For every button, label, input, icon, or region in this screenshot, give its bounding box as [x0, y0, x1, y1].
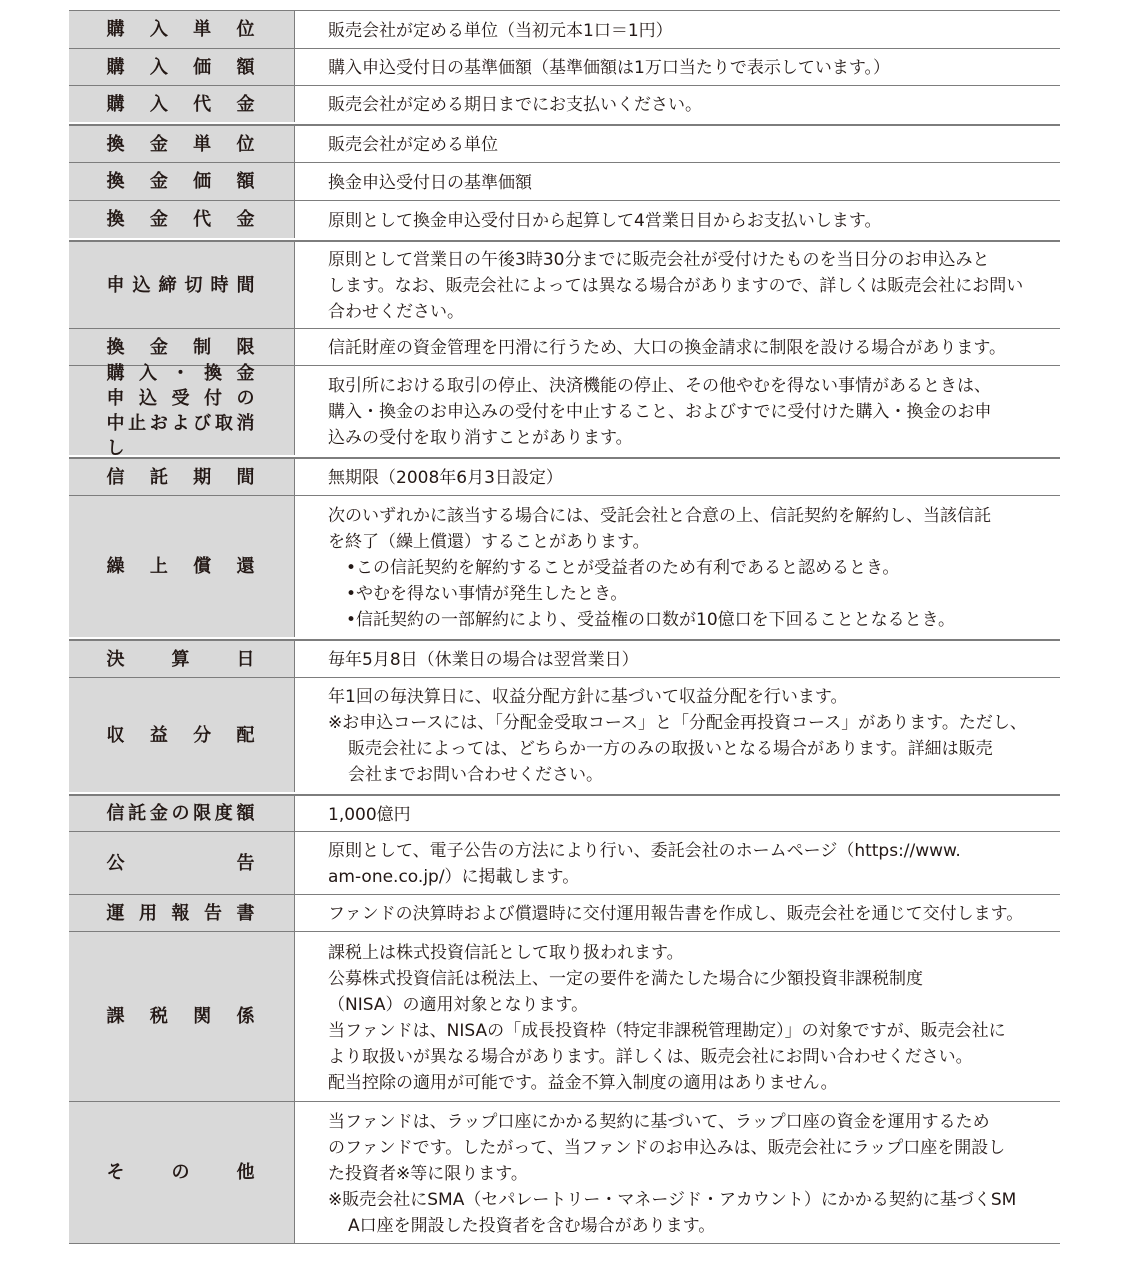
- table-row: [69, 124, 1060, 162]
- row-label: 換 金 単 位: [69, 126, 295, 162]
- row-label: 信 託 期 間: [69, 459, 295, 495]
- row-label: 換 金 制 限: [69, 329, 295, 365]
- row-value: ファンドの決算時および償還時に交付運用報告書を作成し、販売会社を通じて交付します。: [328, 904, 1024, 924]
- row-value: 信託財産の資金管理を円滑に行うため、大口の換金請求に制限を設ける場合があります。: [328, 338, 1006, 358]
- row-value: 原則として営業日の午後3時30分までに販売会社が受付けたものを当日分のお申込みと します。なお、販売会社によっては異なる場合がありますので、詳しくは販売会社にお問い 合わせください。: [328, 250, 1024, 322]
- row-label: 決 算 日: [69, 641, 295, 677]
- row-label: 購 入 代 金: [69, 86, 295, 122]
- row-value: 販売会社が定める単位（当初元本1口＝1円）: [328, 20, 673, 41]
- row-label: 申 込 締 切 時 間: [69, 242, 295, 328]
- table-row: [69, 457, 1060, 495]
- row-value: 換金申込受付日の基準価額: [328, 172, 532, 193]
- row-value: 次のいずれかに該当する場合には、受託会社と合意の上、信託契約を解約し、当該信託 を終了（繰上償還）することがあります。 •この信託契約を解約することが受益者のため有利であると認めるとき。 •やむを得ない事情が発生したとき。 •信託契約の一部解約により、受益権の口数が10億口を下回ることとなるとき。: [295, 496, 1060, 637]
- row-value: 1,000億円: [328, 804, 411, 825]
- row-value: 当ファンドは、ラップ口座にかかる契約に基づいて、ラップ口座の資金を運用するため のファンドです。したがって、当ファンドのお申込みは、販売会社にラップ口座を開設し た投資者※等に限ります。 ※販売会社にSMA（セパレートリー・マネージド・アカウント）にかかる契約に基づくSM A口座を開設した投資者を含む場合があります。: [328, 1111, 1017, 1236]
- row-label: 信 託 金 の 限 度 額: [69, 796, 295, 831]
- list-item: •この信託契約を解約することが受益者のため有利であると認めるとき。: [346, 557, 900, 578]
- row-label: 購 入 価 額: [69, 49, 295, 85]
- fund-info-table: [69, 10, 1060, 1244]
- row-value: 無期限（2008年6月3日設定）: [328, 468, 563, 488]
- row-value: 取引所における取引の停止、決済機能の停止、その他やむを得ない事情があるときは、 購入・換金のお申込みの受付を中止すること、およびすでに受付けた購入・換金のお申 込みの受付を取り消すことがあります。: [328, 375, 992, 448]
- row-value: 原則として換金申込受付日から起算して4営業日目からお支払いします。: [328, 210, 882, 231]
- table-row: [69, 48, 1060, 85]
- row-value: 原則として、電子公告の方法により行い、委託会社のホームページ（https://www. am-one.co.jp/）に掲載します。: [328, 841, 961, 887]
- row-value: 販売会社が定める期日までにお支払いください。: [328, 95, 702, 115]
- table-row: [69, 362, 1060, 459]
- list-item: •信託契約の一部解約により、受益権の口数が10億口を下回ることとなるとき。: [346, 609, 955, 630]
- row-label: 購 入 ・ 換 金 申 込 受 付 の 中止および取消し: [69, 366, 295, 455]
- table-row: [69, 162, 1060, 200]
- row-label: 購 入 単 位: [69, 11, 295, 48]
- row-label: そ の 他: [69, 1102, 295, 1243]
- table-row: [69, 831, 1060, 894]
- row-label: 公 告: [69, 832, 295, 894]
- list-item: •やむを得ない事情が発生したとき。: [346, 583, 628, 604]
- table-row: [69, 677, 1060, 792]
- row-value: 年1回の毎決算日に、収益分配方針に基づいて収益分配を行います。 ※お申込コースには、「分配金受取コース」と「分配金再投資コース」があります。ただし、 販売会社によっては、どちらか一方のみの取扱いとなる場合があります。詳細は販売 会社までお問い合わせください。: [328, 687, 1027, 785]
- row-value: 販売会社が定める単位: [328, 135, 498, 155]
- row-label: 換 金 価 額: [69, 163, 295, 200]
- row-label: 繰 上 償 還: [69, 496, 295, 637]
- table-row: [69, 200, 1060, 238]
- table-row: [69, 85, 1060, 122]
- table-row: [69, 1101, 1060, 1244]
- table-row: [69, 495, 1060, 637]
- table-row: [69, 240, 1060, 328]
- row-value: 購入申込受付日の基準価額（基準価額は1万口当たりで表示しています。）: [328, 58, 890, 78]
- row-label: 課 税 関 係: [69, 932, 295, 1101]
- row-label: 収 益 分 配: [69, 678, 295, 792]
- table-row: [69, 931, 1060, 1101]
- row-label: 運 用 報 告 書: [69, 895, 295, 931]
- table-row: [69, 328, 1060, 365]
- row-label: 換 金 代 金: [69, 201, 295, 238]
- row-value: 毎年5月8日（休業日の場合は翌営業日）: [328, 650, 639, 670]
- row-value: 課税上は株式投資信託として取り扱われます。 公募株式投資信託は税法上、一定の要件を満たした場合に少額投資非課税制度 （NISA）の適用対象となります。 当ファンドは、NISAの「成長投資枠（特定非課税管理勘定）」の対象ですが、販売会社に より取扱いが異なる場合があります。詳しくは、販売会社にお問い合わせください。 配当控除の適用が可能です。益金不算入制度の適用はありません。: [328, 942, 1006, 1093]
- table-row: [69, 10, 1060, 48]
- table-row: [69, 639, 1060, 677]
- table-row: [69, 794, 1060, 831]
- table-row: [69, 894, 1060, 931]
